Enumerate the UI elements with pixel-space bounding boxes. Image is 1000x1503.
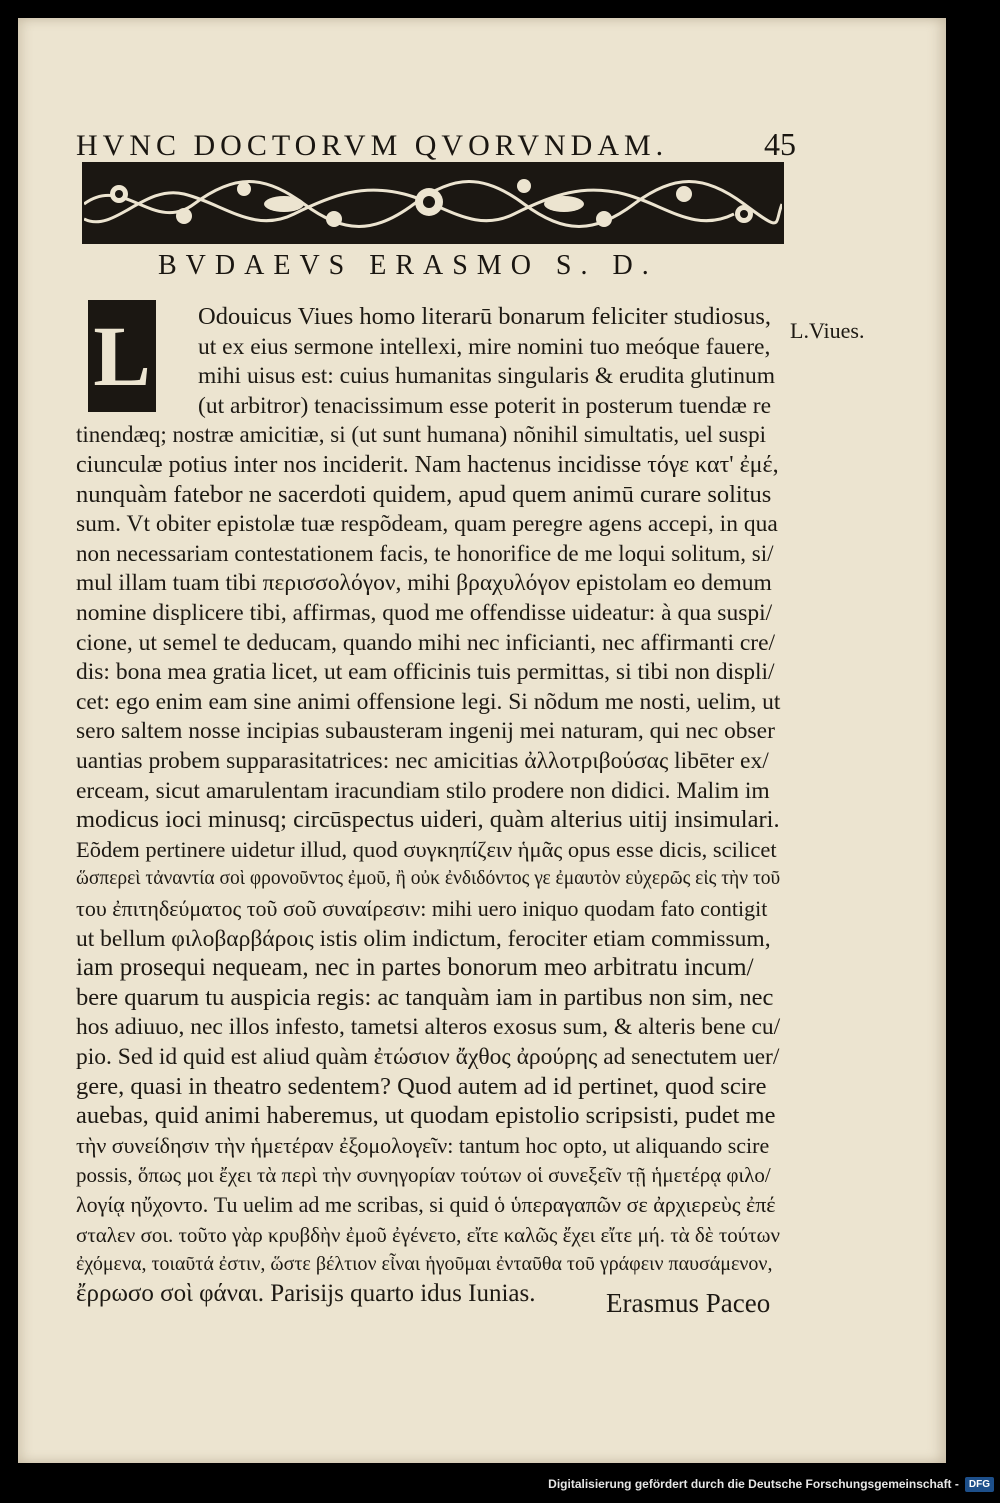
text-line: του ἐπιτηδεύματος τοῦ σοῦ συναίρεσιν: mihi uero iniquo quodam fato contigit	[76, 896, 768, 921]
footer-credit: Digitalisierung gefördert durch die Deutsche Forschungsgemeinschaft -	[548, 1477, 959, 1491]
text-line: uantias probem supparasitatrices: nec amicitias ἀλλοτριβούσας libēter ex/	[76, 748, 769, 774]
text-line: sero saltem nosse incipias subausteram ingenij mei naturam, qui nec obser	[76, 718, 775, 745]
text-line: σταλεν σοι. τοῦτο γὰρ κρυβδὴν ἐμοῦ ἐγένετο, εἴτε καλῶς ἔχει εἴτε μή. τὰ δὲ τούτων	[76, 1222, 780, 1247]
text-line: pio. Sed id quid est aliud quàm ἐτώσιον ἄχθος ἀρούρης ad senectutem uer/	[76, 1044, 780, 1070]
text-line: ὥσπερεὶ τἀναντία σοὶ φρονοῦντος ἐμοῦ, ἢ οὐκ ἐνδιδόντος γε ἐμαυτὸν εὐχερῶς εἰς τὴν τοῦ	[76, 868, 781, 890]
page-number: 45	[764, 126, 796, 162]
text-line: possis, ὅπως μοι ἔχει τὰ περὶ τὴν συνηγορίαν τούτων οἱ συνεξεῖν τῇ ἡμετέρᾳ φιλο/	[76, 1163, 771, 1188]
text-line: Odouicus Viues homo literarū bonarum feliciter studiosus,	[198, 303, 772, 330]
text-line: ἔρρωσο σοὶ φάναι. Parisijs quarto idus Iunias.	[76, 1279, 536, 1307]
floral-ornament-icon	[84, 164, 782, 242]
signature-line: Erasmus Paceo	[606, 1288, 771, 1318]
text-line: (ut arbitror) tenacissimum esse poterit in posterum tuendæ re	[198, 392, 771, 419]
text-line: non necessariam contestationem facis, te honorifice de me loqui solitum, si/	[76, 540, 774, 566]
text-line: sum. Vt obiter epistolæ tuæ respõdeam, quam peregre agens accepi, in qua	[76, 511, 778, 538]
salutation-heading: BVDAEVS ERASMO S. D.	[158, 250, 658, 281]
dfg-logo-icon: DFG	[965, 1477, 994, 1492]
text-line: auebas, quid animi haberemus, ut quodam epistolio scripsisti, pudet me	[76, 1102, 776, 1130]
text-line: bere quarum tu auspicia regis: ac tanquàm iam in partibus non sim, nec	[76, 983, 774, 1011]
text-line: ἐχόμενα, τοιαῦτά ἐστιν, ὥστε βέλτιον εἶναι ἡγοῦμαι ἐνταῦθα τοῦ γράφειν παυσάμενον,	[76, 1253, 773, 1276]
text-line: hos adiuuo, nec illos infesto, tametsi alteros exosus sum, & alteris bene cu/	[76, 1014, 781, 1041]
initial-letter: L	[93, 308, 151, 404]
text-line: erceam, sicut amarulentam iracundiam stilo prodere non didici. Malim im	[76, 777, 770, 804]
text-line: mul illam tuam tibi περισσολόγον, mihi βραχυλόγον epistolam eo demum	[76, 570, 772, 597]
text-line: modicus ioci minusq; circūspectus uideri, quàm alterius uitij insimulari.	[76, 806, 780, 834]
text-line: ciunculæ potius inter nos inciderit. Nam hactenus incidisse τόγε κατ' ἐμέ,	[76, 452, 779, 478]
text-line: λογίᾳ ηὔχοντο. Tu uelim ad me scribas, si quid ὁ ὑπεραγαπῶν σε ἀρχιερεὺς ἐπέ	[76, 1192, 776, 1217]
text-line: mihi uisus est: cuius humanitas singularis & erudita glutinum	[198, 363, 776, 390]
text-line: ut bellum φιλοβαρβάροις istis olim indictum, ferociter etiam commissum,	[76, 925, 771, 952]
text-line: ut ex eius sermone intellexi, mire nomini tuo meóque fauere,	[198, 333, 771, 360]
text-line: Eõdem pertinere uidetur illud, quod συγκηπίζειν ἡμᾶς opus esse dicis, scilicet	[76, 836, 777, 862]
margin-note: L.Viues.	[790, 318, 865, 343]
text-line: cet: ego enim eam sine animi offensione legi. Si nõdum me nosti, uelim, ut	[76, 688, 781, 715]
text-line: gere, quasi in theatro sedentem? Quod autem ad id pertinet, quod scire	[76, 1072, 767, 1100]
decorative-headpiece	[82, 162, 784, 244]
text-line: nunquàm fatebor ne sacerdoti quidem, apud quem animū curare solitus	[76, 480, 772, 508]
text-line: τὴν συνείδησιν τὴν ἡμετέραν ἐξομολογεῖν: tantum hoc opto, ut aliquando scire	[76, 1132, 770, 1158]
text-line: tinendæq; nostræ amicitiæ, si (ut sunt humana) nõnihil simultatis, uel suspi	[76, 422, 766, 448]
decorated-initial	[88, 300, 156, 412]
digitization-footer	[548, 1473, 994, 1495]
text-line: dis: bona mea gratia licet, ut eam officinis tuis permittas, si tibi non displi/	[76, 659, 775, 686]
text-line: iam prosequi nequeam, nec in partes bonorum meo arbitratu incum/	[76, 954, 754, 982]
text-line: nomine displicere tibi, affirmas, quod me offendisse uideatur: à qua suspi/	[76, 600, 773, 626]
running-title: HVNC DOCTORVM QVORVNDAM.	[76, 129, 669, 162]
text-line: cione, ut semel te deducam, quando mihi nec inficianti, nec affirmanti cre/	[76, 629, 776, 656]
